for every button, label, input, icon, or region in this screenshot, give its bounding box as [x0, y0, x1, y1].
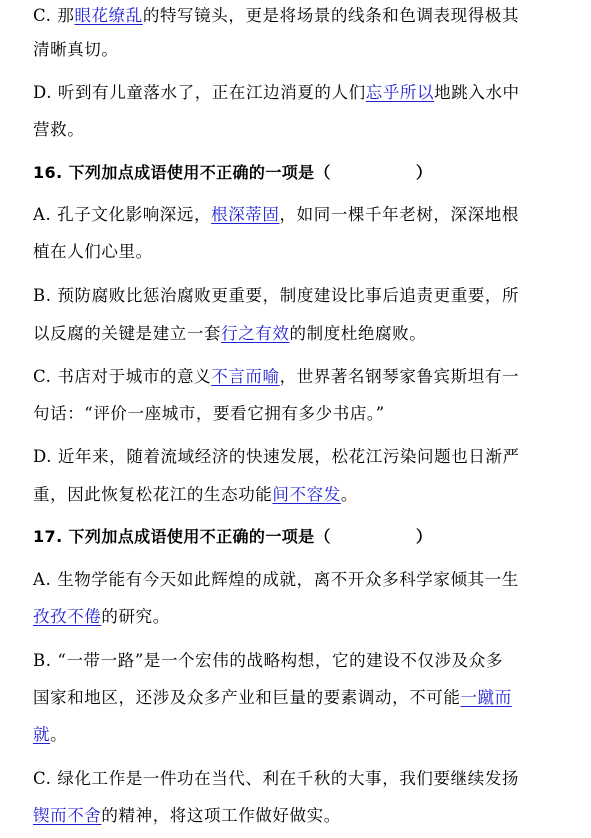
idiom-underlined: 根深蒂固	[211, 205, 280, 224]
q16-option-a-line2: 植在人们心里。	[33, 242, 153, 261]
q16-option-b-line2: 以反腐的关键是建立一套行之有效的制度杜绝腐败。	[33, 324, 427, 343]
idiom-underlined: 锲而不舍	[33, 806, 102, 825]
q15-option-d-line1: D. 听到有儿童落水了，正在江边消夏的人们忘乎所以地跳入水中	[33, 83, 520, 102]
q16-option-c-line1: C. 书店对于城市的意义不言而喻，世界著名钢琴家鲁宾斯坦有一	[33, 367, 520, 386]
q15-option-c-line1: C. 那眼花缭乱的特写镜头，更是将场景的线条和色调表现得极其	[33, 6, 520, 25]
idiom-underlined: 眼花缭乱	[74, 6, 143, 25]
q17-title: 17. 下列加点成语使用不正确的一项是（ ）	[33, 527, 433, 546]
q16-option-d-line2: 重，因此恢复松花江的生态功能间不容发。	[33, 485, 358, 504]
q15-option-c-line2: 清晰真切。	[33, 40, 119, 59]
q17-option-b-line1: B. “一带一路”是一个宏伟的战略构想，它的建设不仅涉及众多	[33, 651, 503, 670]
idiom-underlined: 一蹴而	[460, 688, 512, 707]
q17-option-c-line2: 锲而不舍的精神，将这项工作做好做实。	[33, 806, 341, 825]
idiom-underlined: 不言而喻	[211, 367, 280, 386]
q17-option-c-line1: C. 绿化工作是一件功在当代、利在千秋的大事，我们要继续发扬	[33, 769, 520, 788]
idiom-underlined: 间不容发	[272, 485, 341, 504]
q16-option-b-line1: B. 预防腐败比惩治腐败更重要，制度建设比事后追责更重要，所	[33, 286, 520, 305]
q17-option-a-line1: A. 生物学能有今天如此辉煌的成就，离不开众多科学家倾其一生	[33, 570, 519, 589]
idiom-underlined: 孜孜不倦	[33, 607, 102, 626]
q16-option-c-line2: 句话：“评价一座城市，要看它拥有多少书店。”	[33, 404, 385, 423]
idiom-underlined: 忘乎所以	[365, 83, 435, 102]
idiom-underlined: 就	[33, 725, 51, 744]
q16-option-d-line1: D. 近年来，随着流域经济的快速发展，松花江污染问题也日渐严	[33, 447, 520, 466]
q17-option-a-line2: 孜孜不倦的研究。	[33, 607, 170, 626]
idiom-underlined: 行之有效	[221, 324, 290, 343]
q16-title: 16. 下列加点成语使用不正确的一项是（ ）	[33, 163, 433, 182]
q17-option-b-line2: 国家和地区，还涉及众多产业和巨量的要素调动，不可能一蹴而	[33, 688, 512, 707]
q15-option-d-line2: 营救。	[33, 120, 85, 139]
q17-option-b-line3: 就。	[33, 725, 68, 744]
q16-option-a-line1: A. 孔子文化影响深远，根深蒂固，如同一棵千年老树，深深地根	[33, 205, 519, 224]
